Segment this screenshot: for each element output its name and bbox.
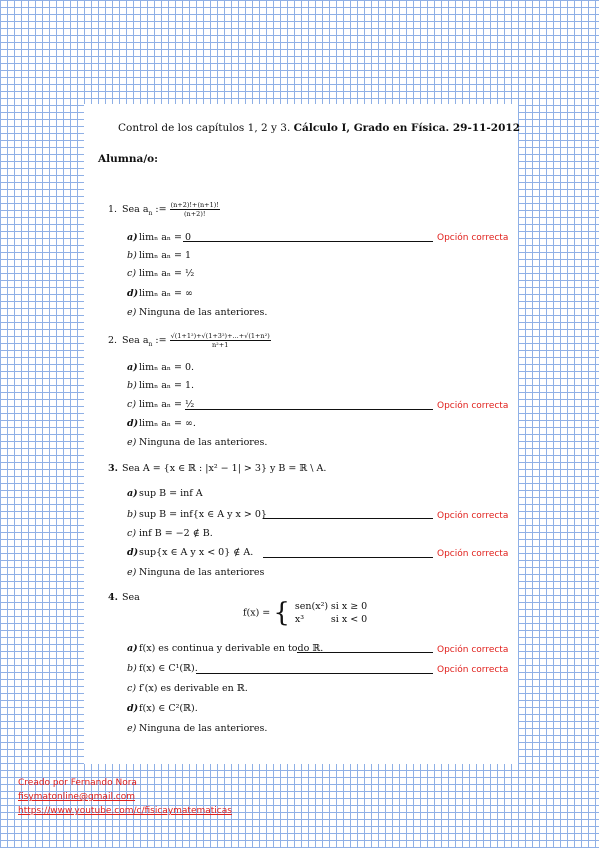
correct-option-marker: Opción correcta [437,645,509,655]
q3-option-c[interactable]: c) inf B = −2 ∉ B. [127,528,213,539]
q1-option-c[interactable]: c) limₙ aₙ = ½ [127,268,195,279]
q3-option-b[interactable]: b) sup B = inf{x ∈ A y x > 0} [127,509,267,520]
q4-option-e[interactable]: e) Ninguna de las anteriores. [127,723,268,734]
fraction: $\frac{(n+2)!+(n+1)!}{(n+2)!}$ [170,201,219,218]
piecewise-function: f(x) = { sen(x²) si x ≥ 0 x³ si x < 0 [243,598,368,628]
author-credit: Creado por Fernando Nora [18,778,137,788]
q1-option-d[interactable]: d)limₙ aₙ = ∞ [127,288,193,299]
q1-option-a[interactable]: a)limₙ aₙ = 0 [127,232,192,243]
exam-title: Control de los capítulos 1, 2 y 3. Cálculo I, Grado en Física. 29-11-2012 [118,122,521,134]
student-label: Alumna/o: [98,153,159,165]
answer-line [297,652,433,653]
question-1: 1. Sea $a_n$ := $\frac{(n+2)!+(n+1)!}{(n+2)!}$ [108,201,219,218]
q4-option-a[interactable]: a)f(x) es continua y derivable en todo ℝ. [127,643,324,654]
correct-option-marker: Opción correcta [437,401,509,411]
correct-option-marker: Opción correcta [437,665,509,675]
q4-option-c[interactable]: c) f′(x) es derivable en ℝ. [127,683,248,694]
answer-line [263,518,433,519]
answer-line [183,241,433,242]
q2-option-e[interactable]: e) Ninguna de las anteriores. [127,437,268,448]
q3-option-a[interactable]: a)sup B = inf A [127,488,203,499]
fraction: $\frac{\text{√(1+1²)+√(1+3²)+...+√(1+n²)}}{\text{n²+1}}$ [170,332,270,349]
q1-option-e[interactable]: e) Ninguna de las anteriores. [127,307,268,318]
answer-line [263,557,433,558]
q2-option-a[interactable]: a)limₙ aₙ = 0. [127,362,195,373]
q3-option-e[interactable]: e) Ninguna de las anteriores [127,567,265,578]
q2-option-d[interactable]: d)limₙ aₙ = ∞. [127,418,196,429]
email-link[interactable]: fisymatonline@gmail.com [18,792,136,802]
answer-line [196,673,433,674]
q3-option-d[interactable]: d)sup{x ∈ A y x < 0} ∉ A. [127,547,254,558]
q4-option-b[interactable]: b) f(x) ∈ C¹(ℝ). [127,663,198,674]
q2-option-b[interactable]: b) limₙ aₙ = 1. [127,380,195,391]
q4-option-d[interactable]: d)f(x) ∈ C²(ℝ). [127,703,198,714]
answer-line [185,409,433,410]
q1-option-b[interactable]: b) limₙ aₙ = 1 [127,250,192,261]
question-4: 4. Sea [108,592,140,603]
correct-option-marker: Opción correcta [437,549,509,559]
credits [18,776,232,818]
correct-option-marker: Opción correcta [437,511,509,521]
question-3: 3. Sea A = {x ∈ ℝ : |x² − 1| > 3} y B = ℝ \ A. [108,463,327,474]
question-2: 2. Sea $a_n$ := $\frac{\text{√(1+1²)+√(1+3²)+...+√(1+n²)}}{\text{n²+1}}$ [108,332,270,349]
q2-option-c[interactable]: c) limₙ aₙ = ½ [127,399,195,410]
youtube-link[interactable]: https://www.youtube.com/c/fisicaymatematicas [18,806,232,816]
correct-option-marker: Opción correcta [437,233,509,243]
